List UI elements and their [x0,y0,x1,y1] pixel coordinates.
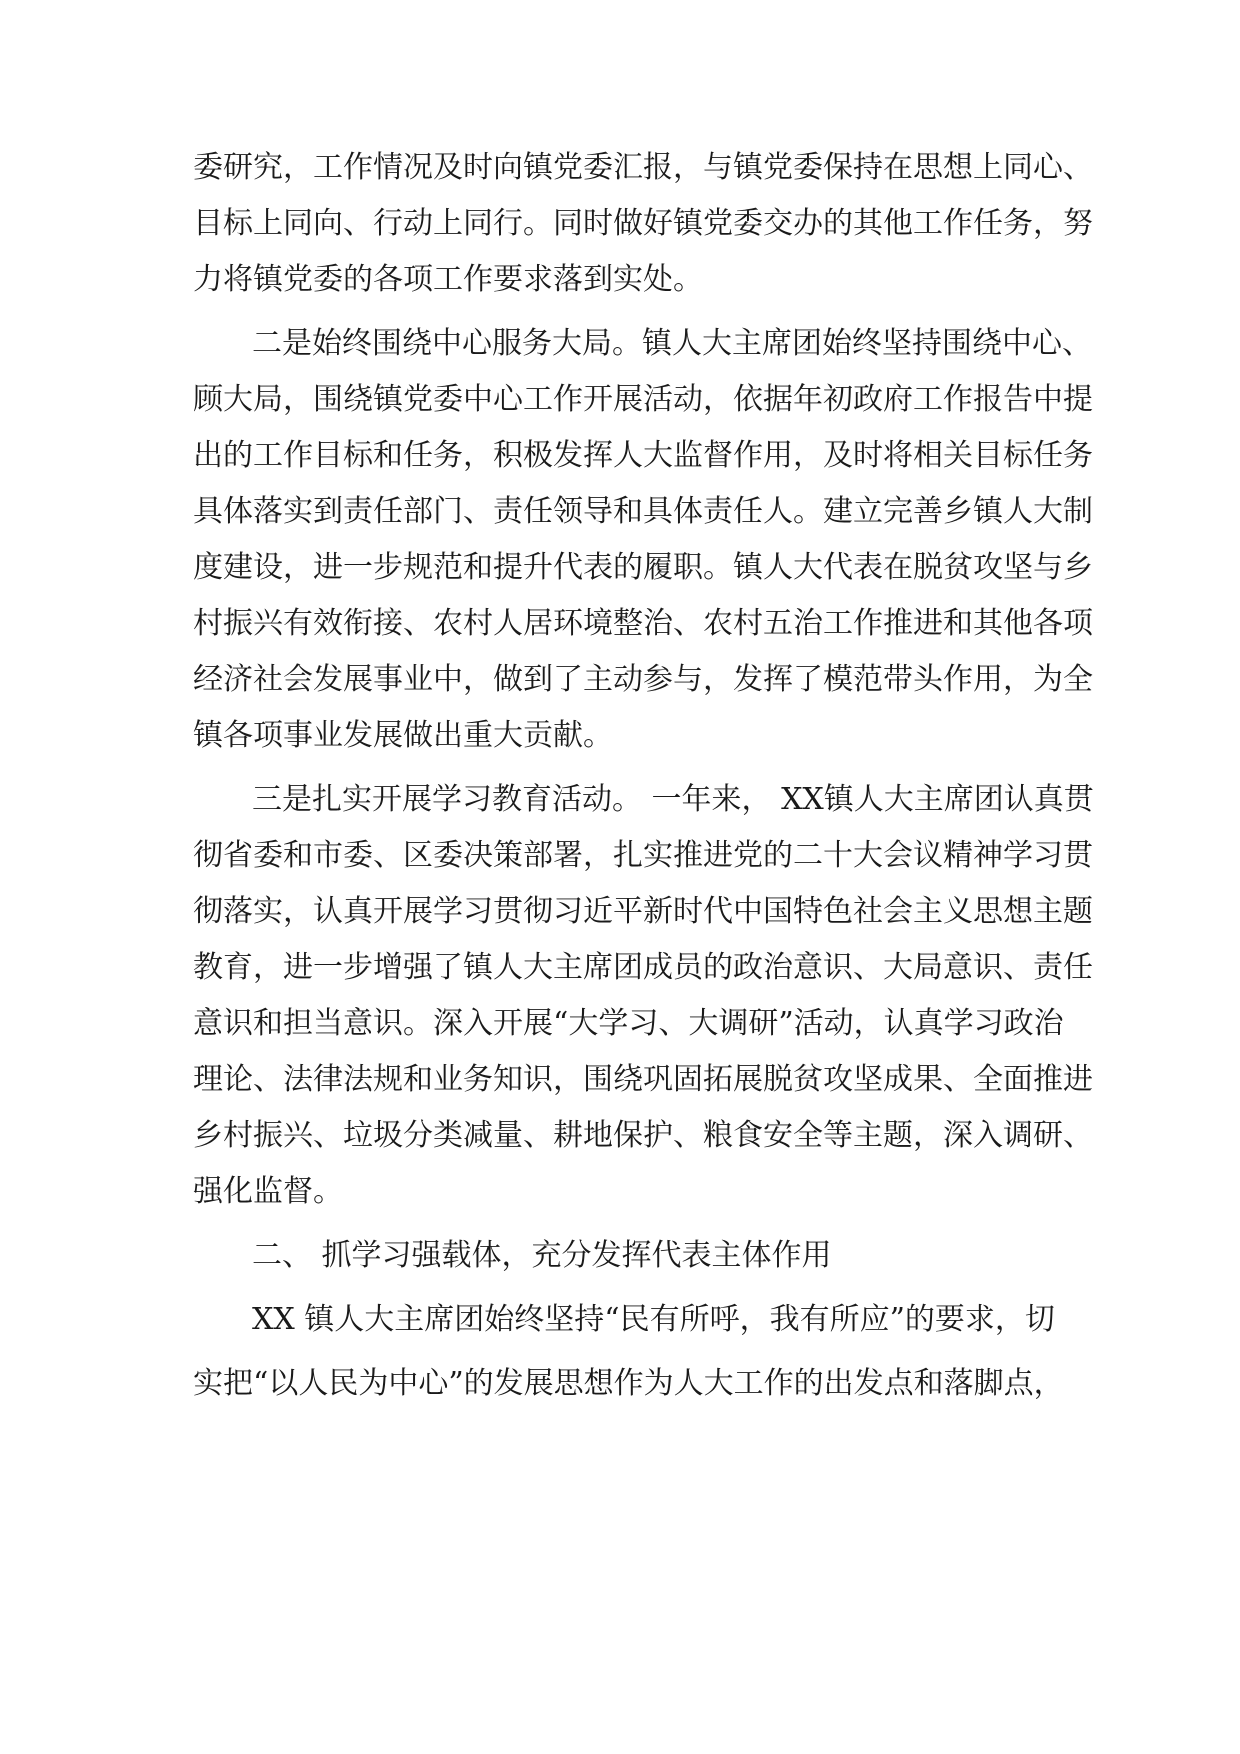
paragraph-2-line-8: 镇各项事业发展做出重大贡献。 [193,718,613,753]
paragraph-2-line-1: 二是始终围绕中心服务大局。镇人大主席团始终坚持围绕中心、 [252,326,1092,361]
paragraph-2-line-5: 度建设，进一步规范和提升代表的履职。镇人大代表在脱贫攻坚与乡 [193,550,1093,585]
paragraph-3-line-1: 三是扎实开展学习教育活动。 一年来， XX镇人大主席团认真贯 [252,782,1094,817]
paragraph-3-line-8: 强化监督。 [193,1174,343,1209]
paragraph-2-line-7: 经济社会发展事业中，做到了主动参与，发挥了模范带头作用，为全 [193,662,1093,697]
section-heading: 二、 抓学习强载体，充分发挥代表主体作用 [252,1238,832,1273]
paragraph-3-line-5: 意识和担当意识。深入开展“大学习、大调研”活动，认真学习政治 [193,1006,1064,1041]
paragraph-3-line-2: 彻省委和市委、区委决策部署，扎实推进党的二十大会议精神学习贯 [193,838,1093,873]
paragraph-2-line-4: 具体落实到责任部门、责任领导和具体责任人。建立完善乡镇人大制 [193,494,1093,529]
paragraph-2-line-6: 村振兴有效衔接、农村人居环境整治、农村五治工作推进和其他各项 [193,606,1093,641]
paragraph-2-line-2: 顾大局，围绕镇党委中心工作开展活动，依据年初政府工作报告中提 [193,382,1093,417]
paragraph-3-line-7: 乡村振兴、垃圾分类减量、耕地保护、粮食安全等主题，深入调研、 [193,1118,1093,1153]
paragraph-3-line-3: 彻落实，认真开展学习贯彻习近平新时代中国特色社会主义思想主题 [193,894,1093,929]
paragraph-2-line-3: 出的工作目标和任务，积极发挥人大监督作用，及时将相关目标任务 [193,438,1093,473]
paragraph-3-line-6: 理论、法律法规和业务知识，围绕巩固拓展脱贫攻坚成果、全面推进 [193,1062,1093,1097]
paragraph-1-line-1: 委研究，工作情况及时向镇党委汇报，与镇党委保持在思想上同心、 [193,150,1093,185]
paragraph-3-line-4: 教育，进一步增强了镇人大主席团成员的政治意识、大局意识、责任 [193,950,1093,985]
closing-paragraph-line-1: XX 镇人大主席团始终坚持“民有所呼，我有所应”的要求，切 [252,1302,1055,1337]
closing-paragraph-line-2: 实把“以人民为中心”的发展思想作为人大工作的出发点和落脚点， [193,1366,1064,1401]
paragraph-1-line-2: 目标上同向、行动上同行。同时做好镇党委交办的其他工作任务，努 [193,206,1093,241]
paragraph-1-line-3: 力将镇党委的各项工作要求落到实处。 [193,262,703,297]
